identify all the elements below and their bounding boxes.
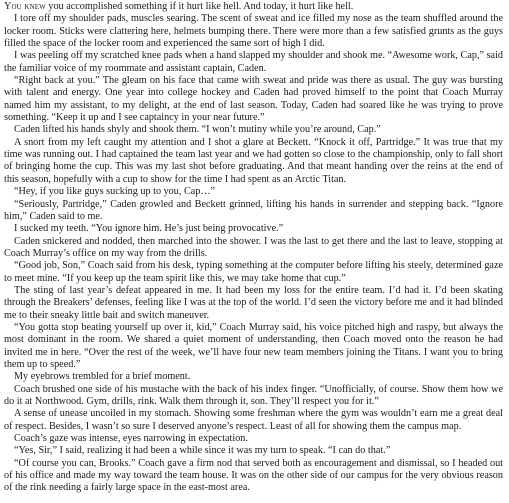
paragraph-12: The sting of last year’s defeat appeared in me. It had been my loss for the entire team. I’d had it. I’d been skating through the Breakers’ defenses, feeling like I was at the top of the world. I’d seen the victory before me and it had blinded me to their sneaky little bait and switch maneuver.	[4, 284, 503, 321]
paragraph-15: Coach brushed one side of his mustache with the back of his index finger. “Unofficially, of course. Show them how we do it at Northwood. Gym, drills, rink. Walk them through it, son. They’ll respect you for it.”	[4, 383, 503, 407]
paragraph-10: Caden snickered and nodded, then marched into the shower. I was the last to get there and the last to leave, stopping at Coach Murray’s office on my way from the drills.	[4, 235, 503, 259]
paragraph-8: “Seriously, Partridge,” Caden growled and Beckett grinned, lifting his hands in surrender and stepping back. “Ignore him,” Caden said to me.	[4, 198, 503, 222]
paragraph-2: I tore off my shoulder pads, muscles searing. The scent of sweat and ice filled my nose as the team shuffled around the locker room. Sticks were clattering here, helmets bumping there. There were more than a few satisfied grunts as the guys filled the space of the locker room and experienced the same sort of high I did.	[4, 13, 503, 50]
paragraph-19: “Of course you can, Brooks.” Coach gave a firm nod that served both as encouragement and dismissal, so I headed out of his office and made my way toward the team house. It was on the other side of our campus for the very obvious reason of the rink needing a fairly large space in the east-most area.	[4, 457, 503, 494]
paragraph-13: “You gotta stop beating yourself up over it, kid,” Coach Murray said, his voice pitched high and raspy, but always the most dominant in the room. We shared a quiet moment of understanding, then Coach moved onto the reason he had invited me in here. “Over the rest of the week, we’ll have four new team members joining the Titans. I want you to bring them up to speed.”	[4, 321, 503, 370]
paragraph-9: I sucked my teeth. “You ignore him. He’s just being provocative.”	[14, 223, 284, 235]
paragraph-18: “Yes, Sir,” I said, realizing it had been a while since it was my turn to speak. “I can do that.”	[14, 445, 391, 457]
paragraph-3: I was peeling off my scratched knee pads when a hand slapped my shoulder and shook me. “Awesome work, Cap,” said the familiar voice of my roommate and assistant captain, Caden.	[4, 50, 503, 74]
paragraph-14: My eyebrows trembled for a brief moment.	[14, 371, 191, 383]
paragraph-1-text: you accomplished something if it hurt like hell. And today, it hurt like hell.	[45, 1, 354, 12]
paragraph-5: Caden lifted his hands shyly and shook them. “I won’t mutiny while you’re around, Cap.”	[14, 124, 381, 136]
paragraph-17: Coach’s gaze was intense, eyes narrowing in expectation.	[14, 433, 248, 445]
paragraph-6: A snort from my left caught my attention and I shot a glare at Beckett. “Knock it off, Partridge.” It was true that my time was running out. I had captained the team last year and we had gotten so close to the championship, only to fall short of bringing home the cup. This was my last shot before graduating. And that meant handing over the reins at the end of this season, hopefully with a cup to show for the time I had spent as an Arctic Titan.	[4, 136, 503, 185]
paragraph-4: “Right back at you.” The gleam on his face that came with sweat and pride was there as usual. The guy was bursting with talent and energy. One year into college hockey and Caden had proved himself to the point that Coach Murray named him my assistant, to my delight, at the end of last season. Today, Caden had soared like he was trying to prove something. “Keep it up and I see captaincy in your near future.”	[4, 75, 503, 124]
paragraph-11: “Good job, Son,” Coach said from his desk, typing something at the computer before lifting his steely, determined gaze to meet mine. “If you keep up the team spirit like this, we may take home that cup.”	[4, 260, 503, 284]
paragraph-7: “Hey, if you like guys sucking up to you, Cap…”	[14, 186, 216, 198]
paragraph-1	[4, 1, 503, 13]
paragraph-16: A sense of unease uncoiled in my stomach. Showing some freshman where the gym was wouldn’t earn me a great deal of respect. Besides, I wasn’t so sure I deserved anyone’s respect. Least of all for showing them the campus map.	[4, 408, 503, 432]
opening-smallcaps: You knew	[4, 1, 46, 12]
